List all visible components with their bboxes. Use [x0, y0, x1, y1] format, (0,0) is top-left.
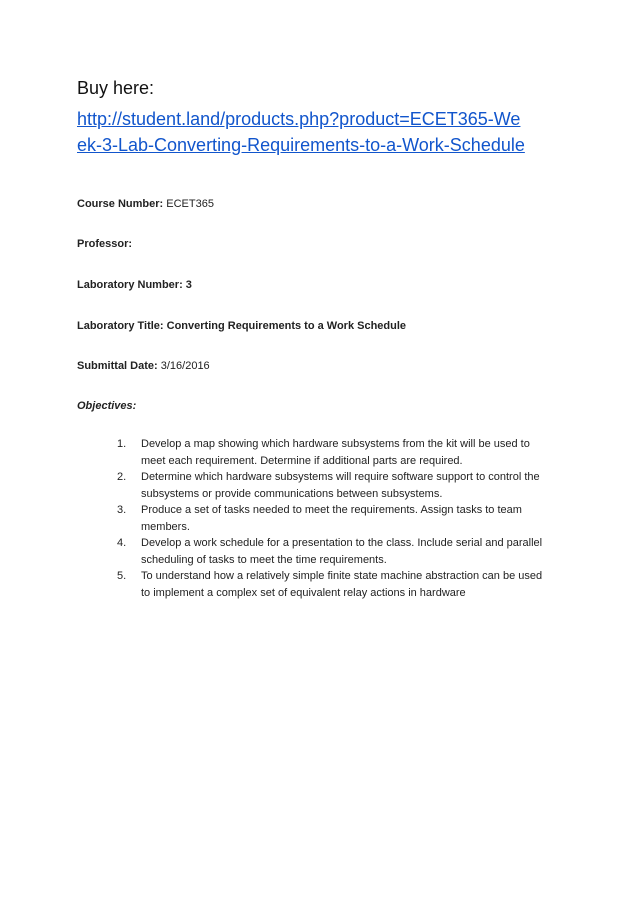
list-item [117, 469, 547, 502]
lab-number-field [77, 279, 192, 291]
list-item [117, 502, 547, 535]
course-number-label: Course Number: [77, 198, 164, 210]
submittal-date-value: 3/16/2016 [157, 360, 210, 372]
list-item-number: 4. [117, 537, 127, 549]
objectives-heading: Objectives: [77, 400, 137, 412]
list-item-text: Develop a map showing which hardware subsystems from the kit will be used to meet each requirement. Determine if additional parts are required. [141, 438, 530, 467]
submittal-date-label: Submittal Date: [77, 360, 158, 372]
list-item [117, 436, 547, 469]
lab-number-label: Laboratory Number: 3 [77, 279, 192, 291]
course-number-field [77, 198, 214, 210]
course-number-value: ECET365 [163, 198, 214, 210]
professor-field [77, 238, 132, 250]
lab-title-label: Laboratory Title: Converting Requirements to a Work Schedule [77, 320, 407, 332]
product-link-line2[interactable]: ek-3-Lab-Converting-Requirements-to-a-Work-Schedule [77, 135, 525, 155]
list-item [117, 568, 547, 601]
list-item-text: To understand how a relatively simple finite state machine abstraction can be used to implement a complex set of equivalent relay actions in hardware [141, 570, 543, 599]
buy-here-label: Buy here: [77, 78, 155, 98]
list-item-number: 3. [117, 504, 127, 516]
lab-title-field [77, 320, 406, 332]
list-item-text: Develop a work schedule for a presentation to the class. Include serial and parallel scheduling of tasks to meet the time requirements. [141, 537, 543, 566]
objectives-list [117, 436, 547, 601]
product-link-line1[interactable]: http://student.land/products.php?product=ECET365-We [77, 109, 521, 129]
list-item-number: 1. [117, 438, 127, 450]
list-item-text: Produce a set of tasks needed to meet the requirements. Assign tasks to team members. [141, 504, 522, 533]
list-item-text: Determine which hardware subsystems will require software support to control the subsystems or provide communications between subsystems. [141, 471, 540, 500]
product-link[interactable] [77, 106, 577, 158]
list-item-number: 2. [117, 471, 127, 483]
submittal-date-field [77, 360, 210, 372]
list-item-number: 5. [117, 570, 127, 582]
professor-label: Professor: [77, 238, 133, 250]
list-item [117, 535, 547, 568]
